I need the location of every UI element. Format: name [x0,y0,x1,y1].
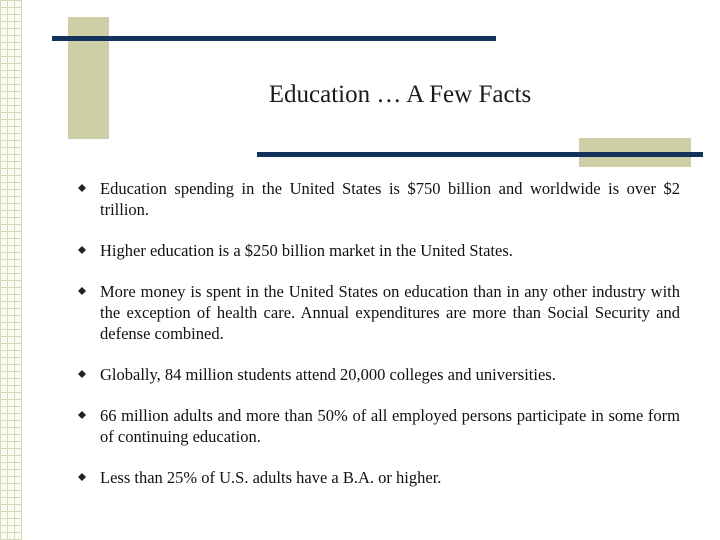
slide-title: Education … A Few Facts [268,81,532,108]
diamond-bullet-icon [78,370,86,378]
diamond-bullet-icon [78,411,86,419]
diamond-bullet-icon [78,246,86,254]
bullet-item [78,281,680,344]
bullet-text: More money is spent in the United States on education than in any other industry with the exception of health care. Annual expenditures are more than Social Security and defense combined. [100,282,680,343]
bullet-text: Education spending in the United States is $750 billion and worldwide is over $2 trillion. [100,179,680,219]
bullet-item [78,178,680,220]
diamond-bullet-icon [78,473,86,481]
bullet-item [78,240,680,261]
grid-pattern-strip [0,0,22,540]
bullet-text: Higher education is a $250 billion market in the United States. [100,241,513,260]
bullet-text: Globally, 84 million students attend 20,000 colleges and universities. [100,365,556,384]
bullet-item [78,405,680,447]
decorative-rule-top [52,36,496,41]
bullet-item [78,467,680,488]
diamond-bullet-icon [78,184,86,192]
bullet-text: 66 million adults and more than 50% of all employed persons participate in some form of continuing education. [100,406,680,446]
bullet-item [78,364,680,385]
bullet-text: Less than 25% of U.S. adults have a B.A. or higher. [100,468,442,487]
decorative-rule-bottom [257,152,703,157]
bullet-list [78,178,680,508]
diamond-bullet-icon [78,287,86,295]
